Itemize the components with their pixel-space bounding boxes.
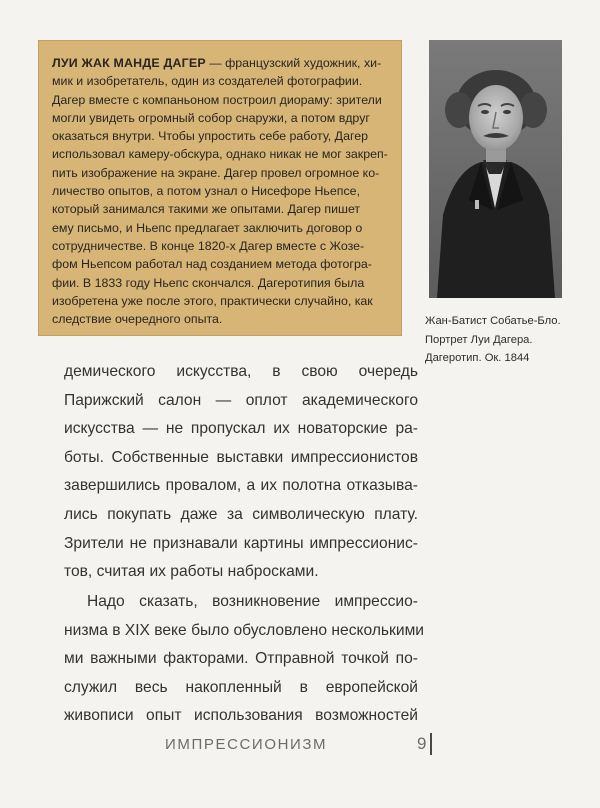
caption-line: Дагеротип. Ок. 1844	[425, 352, 530, 364]
sidebar-name: ЛУИ ЖАК МАНДЕ ДАГЕР	[52, 56, 206, 70]
caption-line: Портрет Луи Дагера.	[425, 333, 533, 346]
sidebar-line: фом Ньепсом работал над созданием метода фотогра-	[52, 257, 372, 272]
sidebar-line: ЛУИ ЖАК МАНДЕ ДАГЕР — французский художник, хи-	[52, 56, 382, 70]
sidebar-line: изобретена уже после этого, практически случайно, как	[52, 293, 373, 308]
biography-sidebar-text	[52, 54, 396, 328]
daguerre-portrait-photo	[429, 40, 562, 298]
body-line: демического искусства, в свою очередь	[64, 363, 418, 380]
body-line: Зрители не признавали картины импрессионис-	[64, 534, 418, 552]
body-line: живописи опыт использования возможностей	[64, 707, 418, 725]
body-line: тов, считая их работы набросками.	[64, 563, 319, 581]
body-line: боты. Собственные выставки импрессионистов	[64, 448, 418, 466]
body-line: Парижский салон — оплот академического	[64, 391, 418, 409]
body-paragraph-2	[64, 588, 425, 731]
portrait-illustration	[429, 40, 562, 298]
body-line: лись покупать даже за символическую плату.	[64, 505, 418, 523]
sidebar-line: который занимался такими же опытами. Дагер пишет	[52, 202, 361, 217]
sidebar-line: Дагер вместе с компаньоном построил диораму: зрители	[52, 92, 382, 107]
sidebar-line: ему письмо, и Ньепс предлагает заключить договор о	[52, 220, 363, 235]
body-line: низма в XIX веке было обусловлено несколькими	[64, 621, 425, 639]
sidebar-line: оказаться внутри. Чтобы упростить себе работу, Дагер	[52, 129, 368, 144]
body-line: завершились провалом, а их полотна отказыва-	[64, 477, 418, 495]
sidebar-line: фии. В 1833 году Ньепс скончался. Дагеротипия была	[52, 275, 365, 290]
photo-caption	[425, 312, 595, 368]
sidebar-line: следствие очередного опыта.	[52, 312, 223, 327]
body-line: служил весь накопленный в европейской	[64, 678, 418, 696]
running-footer-title: ИМПРЕССИОНИЗМ	[165, 736, 328, 753]
caption-line: Жан-Батист Собатье-Бло.	[425, 315, 561, 327]
sidebar-line: сотрудничестве. В конце 1820-х Дагер вместе с Жозе-	[52, 238, 365, 253]
body-line: Надо сказать, возникновение импрессио-	[87, 593, 418, 610]
page-number: 9	[417, 734, 427, 753]
sidebar-line: могли увидеть огромный собор снаружи, а потом вдруг	[52, 110, 370, 125]
sidebar-line: мик и изобретатель, один из создателей фотографии.	[52, 74, 363, 89]
body-line: ми важными факторами. Отправной точкой по-	[64, 650, 418, 668]
sidebar-line: личество опытов, а потом узнал о Нисефоре Ньепсе,	[52, 184, 361, 199]
body-line: искусства — не пропускал их новаторские ра-	[64, 420, 418, 438]
sidebar-line: использовал камеру-обскура, однако никак не мог закреп-	[52, 147, 388, 162]
page-number-bar	[430, 733, 432, 755]
sidebar-line: пить изображение на экране. Дагер провел огромное ко-	[52, 165, 380, 180]
body-paragraph-1	[64, 358, 418, 587]
